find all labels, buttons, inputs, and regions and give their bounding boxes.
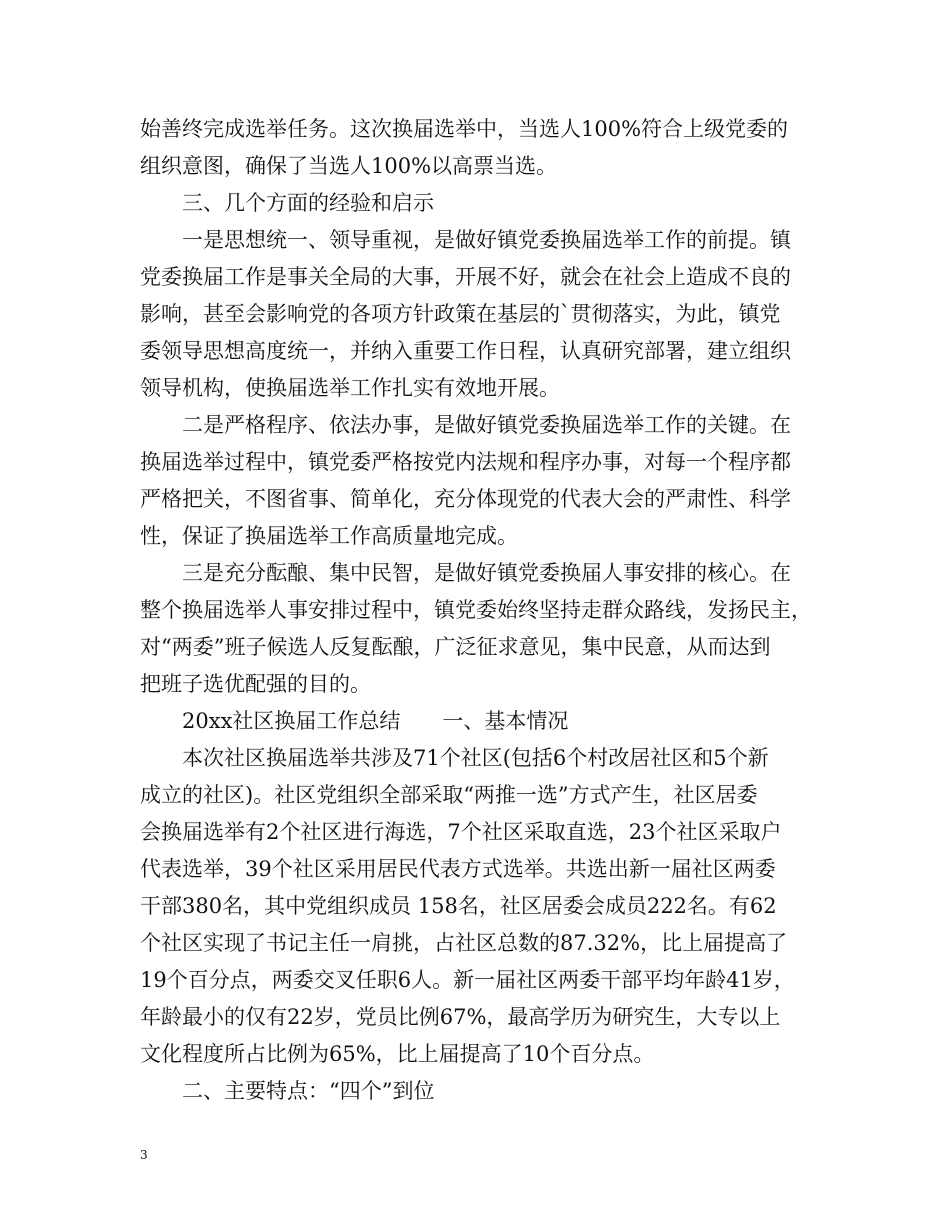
text-line: 换届选举过程中，镇党委严格按党内法规和程序办事，对每一个程序都: [140, 450, 791, 474]
text-line: 组织意图，确保了当选人100%以高票当选。: [140, 154, 558, 178]
section-heading: 三、几个方面的经验和启示: [182, 191, 434, 215]
text-line: 个社区实现了书记主任一肩挑，占社区总数的87.32%，比上届提高了: [140, 931, 788, 955]
text-line: 三是充分酝酿、集中民智，是做好镇党委换届人事安排的核心。在: [182, 561, 791, 585]
page-number: 3: [140, 1148, 148, 1162]
text-line: 把班子选优配强的目的。: [140, 672, 371, 696]
text-line: 代表选举，39个社区采用居民代表方式选举。共选出新一届社区两委: [140, 857, 776, 881]
text-line: 会换届选举有2个社区进行海选，7个社区采取直选，23个社区采取户: [140, 820, 782, 844]
text-line: 文化程度所占比例为65%，比上届提高了10个百分点。: [140, 1042, 655, 1066]
text-line: 本次社区换届选举共涉及71个社区(包括6个村改居社区和5个新: [182, 746, 769, 770]
text-line: 影响，甚至会影响党的各项方针政策在基层的`贯彻落实，为此，镇党: [140, 302, 781, 326]
text-line: 性，保证了换届选举工作高质量地完成。: [140, 524, 518, 548]
text-line: 领导机构，使换届选举工作扎实有效地开展。: [140, 376, 560, 400]
text-line: 成立的社区)。社区党组织全部采取“两推一选”方式产生，社区居委: [140, 783, 758, 807]
section-heading: 二、主要特点：“四个”到位: [182, 1079, 435, 1103]
text-line: 整个换届选举人事安排过程中，镇党委始终坚持走群众路线，发扬民主，: [140, 598, 812, 622]
text-line: 对“两委”班子候选人反复酝酿，广泛征求意见，集中民意，从而达到: [140, 635, 771, 659]
text-line: 一是思想统一、领导重视，是做好镇党委换届选举工作的前提。镇: [182, 228, 791, 252]
text-line: 19个百分点，两委交叉任职6人。新一届社区两委干部平均年龄41岁，: [140, 968, 795, 992]
text-line: 严格把关，不图省事、简单化，充分体现党的代表大会的严肃性、科学: [140, 487, 791, 511]
text-line: 党委换届工作是事关全局的大事，开展不好，就会在社会上造成不良的: [140, 265, 791, 289]
text-line: 二是严格程序、依法办事，是做好镇党委换届选举工作的关键。在: [182, 413, 791, 437]
text-line: 干部380名，其中党组织成员 158名，社区居委会成员222名。有62: [140, 894, 777, 918]
text-line: 始善终完成选举任务。这次换届选举中，当选人100%符合上级党委的: [140, 117, 789, 141]
section-heading: 20xx社区换届工作总结 一、基本情况: [182, 709, 569, 733]
text-line: 委领导思想高度统一，并纳入重要工作日程，认真研究部署，建立组织: [140, 339, 791, 363]
text-line: 年龄最小的仅有22岁，党员比例67%，最高学历为研究生，大专以上: [140, 1005, 781, 1029]
